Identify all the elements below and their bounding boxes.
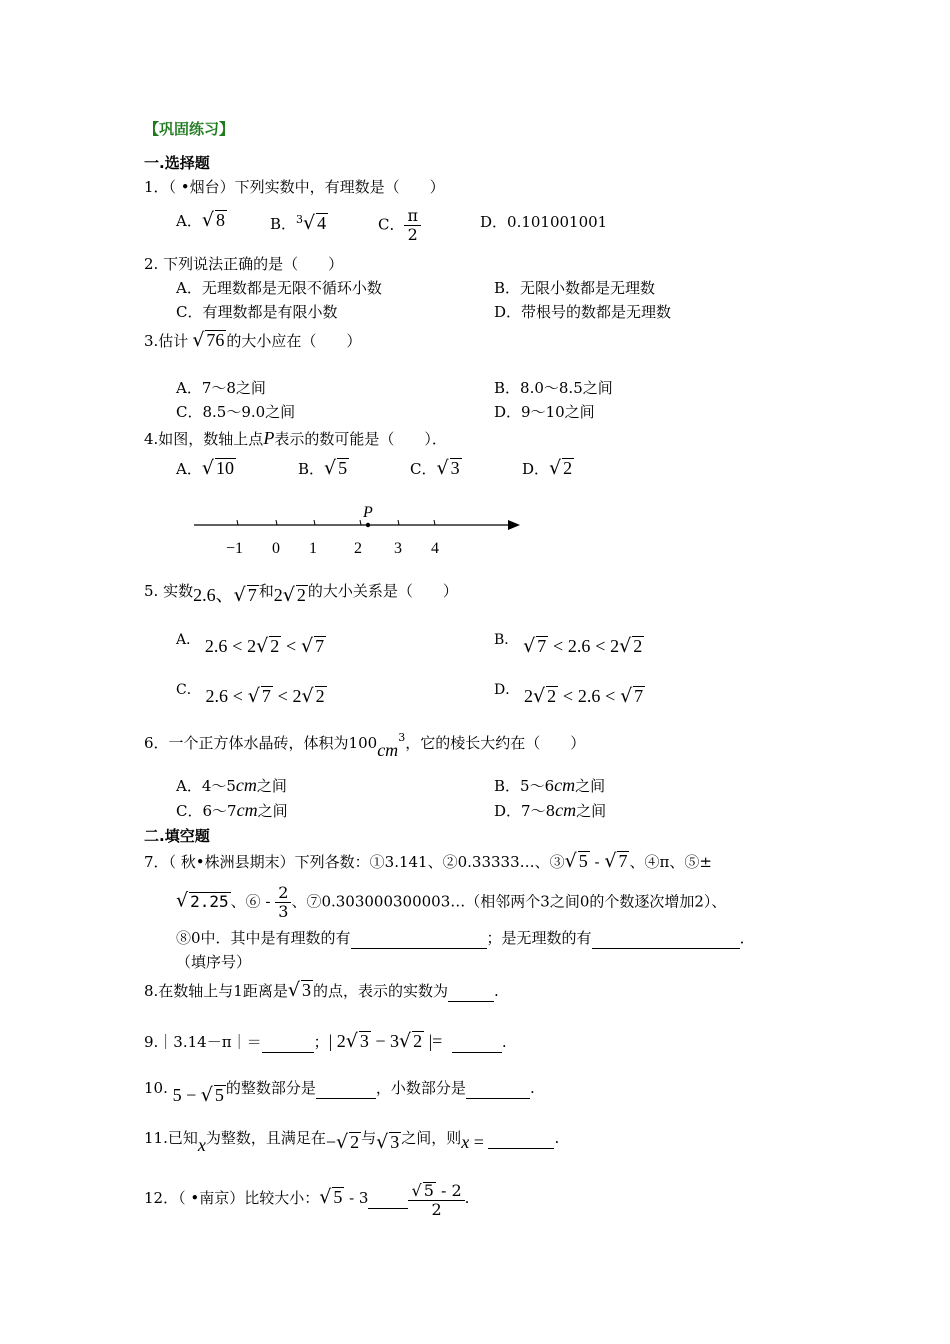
part2-title: 二.填空题: [144, 827, 210, 845]
q1-option-d: D．0.101001001: [480, 213, 608, 231]
tick: [276, 520, 277, 525]
q10-decimal-blank[interactable]: [466, 1078, 530, 1099]
q1-option-b: B．$^3$√ 4: [270, 212, 327, 234]
q12-fraction: $\frac{√ 5 - 2}{2}$: [408, 1182, 464, 1219]
section-title: 【巩固练习】: [144, 120, 235, 138]
q8-stem: 8.在数轴上与1距离是√ 3 的点，表示的实数为 .: [144, 979, 499, 1001]
q8-answer-blank[interactable]: [448, 981, 494, 1002]
q10-integer-blank[interactable]: [316, 1078, 376, 1099]
q5-option-d: D． 2√ 2 < 2.6 < √ 7: [494, 682, 644, 707]
q4-option-d: D．√ 2: [522, 457, 573, 479]
number-line-arrow: [508, 520, 520, 530]
q7-line2: √ 2.25 、⑥ - $\frac{2}{3}$ 、⑦0.303000300003…（相邻两个3之间0的个数逐次增加2）、: [176, 883, 727, 921]
axis-label: 0: [272, 540, 280, 557]
axis-label: 2: [354, 540, 362, 557]
q4-option-b: B．√ 5: [298, 457, 348, 479]
q6-option-b: B．5～6cm之间: [494, 775, 606, 795]
q12-stem: 12．（ •南京）比较大小：√ 5 - 3 $\frac{√ 5 - 2}{2}$ .: [144, 1181, 470, 1219]
tick: [237, 520, 238, 525]
q6-stem: 6．一个正方体水晶砖，体积为$100cm^3$，它的棱长大约在（ ）: [144, 731, 586, 760]
q7-line1: 7．（ 秋•株洲县期末）下列各数：①3.141、②0.33333…、③√ 5 - √ 7 、④π、⑤±: [144, 850, 712, 872]
tick: [360, 520, 361, 525]
q11-answer-blank[interactable]: [488, 1128, 554, 1149]
q3-stem: 3.估计 √ 76 的大小应在（ ）: [144, 329, 362, 351]
q10-stem: 10. 5 − √ 5 的整数部分是 ，小数部分是 .: [144, 1079, 535, 1106]
q9-stem: 9.｜3.14－π｜＝ ；| 2√ 3 − 3√ 2 |= .: [144, 1030, 507, 1052]
tick: [314, 520, 315, 525]
q1-option-a: A．√ 8: [176, 209, 225, 231]
axis-label: 3: [394, 540, 402, 557]
q2-option-c: C．有理数都是有限小数: [176, 303, 338, 321]
point-p-dot: [366, 523, 370, 527]
q2-stem: 2. 下列说法正确的是（ ）: [144, 255, 344, 273]
q7-line4: （填序号）: [176, 953, 252, 971]
point-p-label: P: [363, 504, 373, 521]
axis-label: 1: [309, 540, 317, 557]
q6-option-a: A．4～5cm之间: [176, 775, 287, 795]
q4-stem: 4.如图，数轴上点P表示的数可能是（ ）．: [144, 428, 447, 448]
q2-option-a: A．无理数都是无限不循环小数: [176, 279, 382, 297]
q1-option-c: C． $\frac{\pi}{2}$: [378, 207, 421, 244]
q7-irrational-blank[interactable]: [592, 928, 740, 949]
q1-a-radicand: 8: [215, 210, 225, 230]
q9-blank-1[interactable]: [262, 1032, 314, 1053]
q6-option-d: D．7～8cm之间: [494, 800, 607, 820]
q3-option-b: B．8.0～8.5之间: [494, 379, 613, 397]
q4-option-a: A．√ 10: [176, 457, 234, 479]
q2-option-b: B．无限小数都是无理数: [494, 279, 656, 297]
q5-stem: 5. 实数2.6、√ 7 和2√ 2 的大小关系是（ ）: [144, 582, 458, 606]
tick: [398, 520, 399, 525]
q5-option-c: C． 2.6 < √ 7 < 2√ 2: [176, 682, 325, 707]
part1-title: 一.选择题: [144, 154, 210, 172]
axis-label: 4: [431, 540, 439, 557]
q2-option-d: D．带根号的数都是无理数: [494, 303, 672, 321]
q7-line3: ⑧0中．其中是有理数的有 ；是无理数的有 ．: [176, 929, 755, 947]
number-line-figure: [190, 500, 530, 560]
tick: [434, 520, 435, 525]
q1-stem: 1．（ •烟台）下列实数中，有理数是（ ）: [144, 178, 445, 196]
q3-option-d: D．9～10之间: [494, 403, 595, 421]
q7-fraction: $\frac{2}{3}$: [275, 884, 291, 921]
axis-label: −1: [226, 540, 244, 557]
q1-c-fraction: $\frac{\pi}{2}$: [404, 207, 421, 244]
q12-compare-blank[interactable]: [368, 1188, 408, 1209]
q3-option-a: A．7～8之间: [176, 379, 266, 397]
q6-option-c: C．6～7cm之间: [176, 800, 288, 820]
q3-option-c: C．8.5～9.0之间: [176, 403, 296, 421]
q5-option-b: B． √ 7 < 2.6 < 2√ 2: [494, 632, 643, 657]
q4-option-c: C．√ 3: [410, 457, 460, 479]
q9-blank-2[interactable]: [452, 1032, 502, 1053]
q7-rational-blank[interactable]: [351, 928, 487, 949]
q11-stem: 11.已知x为整数，且满足在−√ 2 与√ 3 之间，则x = .: [144, 1129, 560, 1155]
q5-option-a: A． 2.6 < 2√ 2 < √ 7: [176, 632, 325, 657]
number-line-labels: [226, 504, 439, 557]
